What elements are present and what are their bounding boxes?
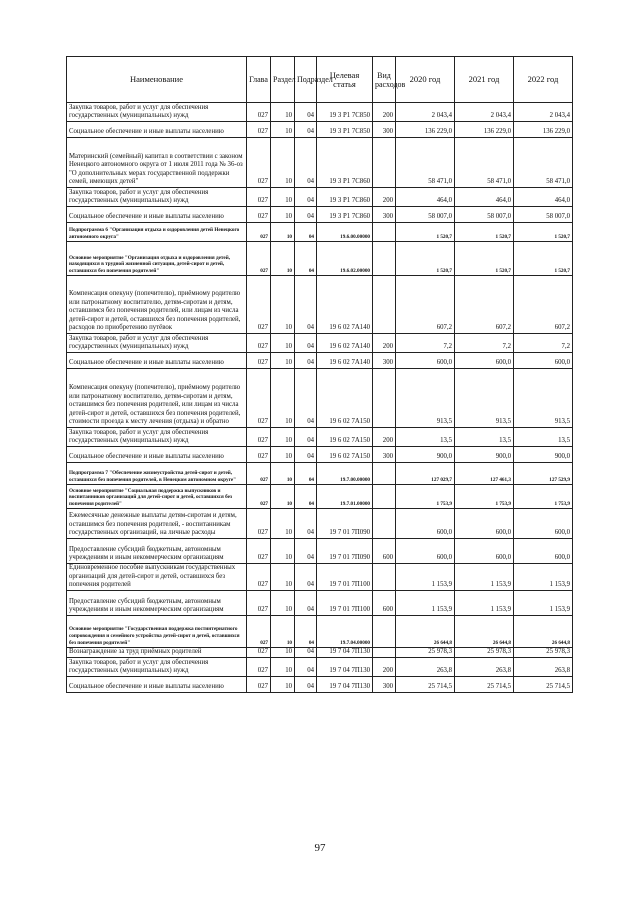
- cell-2021: 464,0: [455, 188, 514, 207]
- cell-article: 19 7 04 7П130: [317, 676, 373, 692]
- cell-article: 19.7.00.00000: [317, 463, 373, 485]
- header-razdel: Раздел: [271, 57, 295, 103]
- cell-2021: 13,5: [455, 428, 514, 447]
- cell-2020: 900,0: [396, 447, 455, 463]
- cell-article: 19.7.04.00000: [317, 615, 373, 647]
- cell-vid: [373, 485, 396, 509]
- header-glava: Глава: [247, 57, 271, 103]
- table-row: [67, 138, 573, 188]
- table-row: [67, 276, 573, 334]
- cell-2020: 7,2: [396, 334, 455, 353]
- cell-article: 19 6 02 7А150: [317, 369, 373, 428]
- cell-podrazdel: 04: [295, 242, 317, 276]
- cell-podrazdel: 04: [295, 122, 317, 138]
- cell-razdel: 10: [271, 188, 295, 207]
- cell-article: 19 7 01 7П090: [317, 509, 373, 539]
- cell-glava: 027: [247, 334, 271, 353]
- cell-article: 19.6.02.00000: [317, 242, 373, 276]
- cell-glava: 027: [247, 103, 271, 122]
- cell-podrazdel: 04: [295, 657, 317, 676]
- cell-2022: 1 520,7: [514, 223, 573, 242]
- table-body: [67, 103, 573, 693]
- cell-article: 19 7 01 7П100: [317, 564, 373, 591]
- cell-2022: 607,2: [514, 276, 573, 334]
- cell-podrazdel: 04: [295, 539, 317, 564]
- cell-name: Закупка товаров, работ и услуг для обеспечения государственных (муниципальных) нужд: [67, 188, 247, 207]
- cell-razdel: 10: [271, 369, 295, 428]
- table-row: [67, 447, 573, 463]
- cell-2022: 263,8: [514, 657, 573, 676]
- cell-2022: 58 471,0: [514, 138, 573, 188]
- cell-2020: 1 520,7: [396, 223, 455, 242]
- cell-2020: 1 153,9: [396, 564, 455, 591]
- table-row: [67, 369, 573, 428]
- cell-2020: 600,0: [396, 353, 455, 369]
- header-2022: 2022 год: [514, 57, 573, 103]
- cell-glava: 027: [247, 447, 271, 463]
- cell-podrazdel: 04: [295, 188, 317, 207]
- cell-razdel: 10: [271, 334, 295, 353]
- cell-2021: 600,0: [455, 509, 514, 539]
- cell-vid: [373, 615, 396, 647]
- cell-name: Подпрограмма 7 "Обеспечение жизнеустройства детей-сирот и детей, оставшихся без попечения родителей, в Ненецком автономном округе": [67, 463, 247, 485]
- cell-2021: 600,0: [455, 353, 514, 369]
- cell-podrazdel: 04: [295, 647, 317, 657]
- cell-podrazdel: 04: [295, 447, 317, 463]
- cell-2022: 600,0: [514, 353, 573, 369]
- cell-2022: 136 229,0: [514, 122, 573, 138]
- cell-glava: 027: [247, 615, 271, 647]
- cell-razdel: 10: [271, 353, 295, 369]
- cell-2020: 58 007,0: [396, 207, 455, 223]
- cell-vid: 600: [373, 590, 396, 615]
- header-2020: 2020 год: [396, 57, 455, 103]
- cell-2020: 464,0: [396, 188, 455, 207]
- cell-glava: 027: [247, 242, 271, 276]
- table-row: [67, 353, 573, 369]
- cell-2021: 58 007,0: [455, 207, 514, 223]
- cell-article: 19 6 02 7А150: [317, 447, 373, 463]
- cell-razdel: 10: [271, 657, 295, 676]
- cell-podrazdel: 04: [295, 509, 317, 539]
- cell-name: Закупка товаров, работ и услуг для обеспечения государственных (муниципальных) нужд: [67, 334, 247, 353]
- cell-razdel: 10: [271, 276, 295, 334]
- header-vid: Вид расходов: [373, 57, 396, 103]
- cell-vid: [373, 223, 396, 242]
- cell-name: Компенсация опекуну (попечителю), приёмному родителю или патронатному воспитателю, детям-сиротам и детям, оставшимся без попечения родителей, или лицам из числа детей-сирот и детей, оставшихся без попечения родителей, стоимости проезда к месту лечения (отдыха) и обратно: [67, 369, 247, 428]
- cell-podrazdel: 04: [295, 103, 317, 122]
- cell-razdel: 10: [271, 509, 295, 539]
- cell-vid: 200: [373, 428, 396, 447]
- cell-2021: 26 644,8: [455, 615, 514, 647]
- cell-article: 19 6 02 7А150: [317, 428, 373, 447]
- table-row: [67, 334, 573, 353]
- cell-podrazdel: 04: [295, 353, 317, 369]
- cell-2021: 1 153,9: [455, 564, 514, 591]
- cell-glava: 027: [247, 564, 271, 591]
- cell-razdel: 10: [271, 590, 295, 615]
- cell-2022: 2 043,4: [514, 103, 573, 122]
- cell-2022: 600,0: [514, 539, 573, 564]
- header-2021: 2021 год: [455, 57, 514, 103]
- table-row: [67, 122, 573, 138]
- cell-article: 19.6.00.00000: [317, 223, 373, 242]
- cell-vid: [373, 509, 396, 539]
- cell-2022: 1 520,7: [514, 242, 573, 276]
- table-row: [67, 223, 573, 242]
- cell-2021: 2 043,4: [455, 103, 514, 122]
- cell-article: 19 6 02 7А140: [317, 276, 373, 334]
- cell-2020: 127 029,7: [396, 463, 455, 485]
- header-row: [67, 57, 573, 103]
- cell-glava: 027: [247, 539, 271, 564]
- cell-podrazdel: 04: [295, 369, 317, 428]
- cell-glava: 027: [247, 463, 271, 485]
- cell-podrazdel: 04: [295, 428, 317, 447]
- cell-glava: 027: [247, 122, 271, 138]
- cell-2020: 263,8: [396, 657, 455, 676]
- cell-2021: 1 520,7: [455, 242, 514, 276]
- cell-razdel: 10: [271, 242, 295, 276]
- cell-article: 19 7 04 7П130: [317, 647, 373, 657]
- cell-name: Социальное обеспечение и иные выплаты населению: [67, 122, 247, 138]
- cell-2020: 1 520,7: [396, 242, 455, 276]
- cell-name: Материнский (семейный) капитал в соответствии с законом Ненецкого автономного округа от 1 июля 2011 года № 36-оз "О дополнительных мерах государственной поддержки семей, имеющих детей": [67, 138, 247, 188]
- cell-article: 19 3 P1 7C860: [317, 207, 373, 223]
- table-row: [67, 509, 573, 539]
- cell-article: 19 3 P1 7C860: [317, 138, 373, 188]
- cell-2021: 1 753,9: [455, 485, 514, 509]
- table-row: [67, 463, 573, 485]
- cell-name: Основное мероприятие "Социальная поддержка выпускников и воспитанников организаций для детей-сирот и детей, оставшихся без попечения родителей": [67, 485, 247, 509]
- cell-razdel: 10: [271, 539, 295, 564]
- cell-2020: 600,0: [396, 539, 455, 564]
- cell-2022: 25 714,5: [514, 676, 573, 692]
- cell-vid: [373, 647, 396, 657]
- cell-glava: 027: [247, 657, 271, 676]
- table-row: [67, 615, 573, 647]
- cell-name: Социальное обеспечение и иные выплаты населению: [67, 447, 247, 463]
- cell-2022: 1 753,9: [514, 485, 573, 509]
- cell-name: Основное мероприятие "Организация отдыха и оздоровления детей, находящихся в трудной жизненной ситуации, детей-сирот и детей, оставшихся без попечения родителей": [67, 242, 247, 276]
- table-row: [67, 428, 573, 447]
- cell-2021: 58 471,0: [455, 138, 514, 188]
- cell-2020: 25 714,5: [396, 676, 455, 692]
- cell-2021: 263,8: [455, 657, 514, 676]
- cell-vid: 600: [373, 539, 396, 564]
- cell-glava: 027: [247, 590, 271, 615]
- cell-razdel: 10: [271, 676, 295, 692]
- cell-vid: 300: [373, 676, 396, 692]
- cell-glava: 027: [247, 647, 271, 657]
- cell-name: Ежемесячные денежные выплаты детям-сиротам и детям, оставшимся без попечения родителей, - воспитанникам государственных организаций, на личные расходы: [67, 509, 247, 539]
- cell-2021: 1 153,9: [455, 590, 514, 615]
- cell-vid: 300: [373, 353, 396, 369]
- cell-2022: 913,5: [514, 369, 573, 428]
- cell-2020: 2 043,4: [396, 103, 455, 122]
- cell-2020: 1 753,9: [396, 485, 455, 509]
- cell-vid: 200: [373, 188, 396, 207]
- table-row: [67, 485, 573, 509]
- cell-2021: 607,2: [455, 276, 514, 334]
- table-row: [67, 188, 573, 207]
- cell-razdel: 10: [271, 103, 295, 122]
- cell-name: Закупка товаров, работ и услуг для обеспечения государственных (муниципальных) нужд: [67, 428, 247, 447]
- cell-name: Предоставление субсидий бюджетным, автономным учреждениям и иным некоммерческим организациям: [67, 539, 247, 564]
- cell-article: 19 6 02 7А140: [317, 334, 373, 353]
- cell-2022: 58 007,0: [514, 207, 573, 223]
- cell-vid: 300: [373, 207, 396, 223]
- cell-podrazdel: 04: [295, 223, 317, 242]
- cell-razdel: 10: [271, 122, 295, 138]
- cell-glava: 027: [247, 509, 271, 539]
- cell-vid: [373, 276, 396, 334]
- table-row: [67, 647, 573, 657]
- cell-podrazdel: 04: [295, 485, 317, 509]
- cell-article: 19 7 01 7П100: [317, 590, 373, 615]
- cell-name: Вознаграждение за труд приёмных родителей: [67, 647, 247, 657]
- cell-article: 19 7 04 7П130: [317, 657, 373, 676]
- cell-article: 19 3 P1 7C850: [317, 122, 373, 138]
- cell-glava: 027: [247, 138, 271, 188]
- cell-name: Подпрограмма 6 "Организация отдыха и оздоровления детей Ненецкого автономного округа": [67, 223, 247, 242]
- table-row: [67, 539, 573, 564]
- cell-vid: 300: [373, 447, 396, 463]
- cell-vid: [373, 138, 396, 188]
- cell-vid: 200: [373, 334, 396, 353]
- cell-name: Компенсация опекуну (попечителю), приёмному родителю или патронатному воспитателю, детям-сиротам и детям, оставшимся без попечения родителей, или лицам из числа детей-сирот и детей, оставшихся без попечения родителей, расходов по приобретению путёвок: [67, 276, 247, 334]
- table-row: [67, 207, 573, 223]
- cell-glava: 027: [247, 485, 271, 509]
- cell-podrazdel: 04: [295, 334, 317, 353]
- cell-name: Социальное обеспечение и иные выплаты населению: [67, 207, 247, 223]
- cell-2020: 1 153,9: [396, 590, 455, 615]
- cell-razdel: 10: [271, 207, 295, 223]
- cell-razdel: 10: [271, 223, 295, 242]
- cell-2020: 25 978,3: [396, 647, 455, 657]
- cell-vid: 200: [373, 657, 396, 676]
- cell-vid: [373, 369, 396, 428]
- cell-razdel: 10: [271, 564, 295, 591]
- cell-razdel: 10: [271, 447, 295, 463]
- cell-article: 19 7 01 7П090: [317, 539, 373, 564]
- cell-glava: 027: [247, 428, 271, 447]
- cell-2020: 600,0: [396, 509, 455, 539]
- cell-2021: 600,0: [455, 539, 514, 564]
- page-number: 97: [314, 842, 326, 854]
- cell-2021: 25 714,5: [455, 676, 514, 692]
- cell-2022: 1 153,9: [514, 590, 573, 615]
- table-row: [67, 657, 573, 676]
- cell-glava: 027: [247, 188, 271, 207]
- cell-2020: 13,5: [396, 428, 455, 447]
- cell-article: 19.7.01.00000: [317, 485, 373, 509]
- table-row: [67, 103, 573, 122]
- table-row: [67, 676, 573, 692]
- cell-razdel: 10: [271, 428, 295, 447]
- cell-2022: 7,2: [514, 334, 573, 353]
- cell-razdel: 10: [271, 647, 295, 657]
- cell-2022: 600,0: [514, 509, 573, 539]
- cell-2020: 607,2: [396, 276, 455, 334]
- cell-2021: 25 978,3: [455, 647, 514, 657]
- cell-2022: 26 644,8: [514, 615, 573, 647]
- cell-name: Закупка товаров, работ и услуг для обеспечения государственных (муниципальных) нужд: [67, 103, 247, 122]
- cell-2022: 900,0: [514, 447, 573, 463]
- header-article: Целевая статья: [317, 57, 373, 103]
- cell-podrazdel: 04: [295, 138, 317, 188]
- cell-2020: 136 229,0: [396, 122, 455, 138]
- cell-podrazdel: 04: [295, 590, 317, 615]
- cell-article: 19 6 02 7А140: [317, 353, 373, 369]
- table-row: [67, 242, 573, 276]
- cell-2022: 1 153,9: [514, 564, 573, 591]
- cell-2021: 127 461,3: [455, 463, 514, 485]
- cell-glava: 027: [247, 353, 271, 369]
- cell-name: Основное мероприятие "Государственная поддержка постинтернатного сопровождения и семейного устройства детей-сирот и детей, оставшихся без попечения родителей": [67, 615, 247, 647]
- cell-2020: 26 644,8: [396, 615, 455, 647]
- cell-glava: 027: [247, 276, 271, 334]
- cell-article: 19 3 P1 7C860: [317, 188, 373, 207]
- cell-podrazdel: 04: [295, 615, 317, 647]
- cell-name: Социальное обеспечение и иные выплаты населению: [67, 676, 247, 692]
- cell-glava: 027: [247, 207, 271, 223]
- cell-2020: 58 471,0: [396, 138, 455, 188]
- cell-vid: 300: [373, 122, 396, 138]
- budget-table: [66, 56, 573, 693]
- cell-podrazdel: 04: [295, 676, 317, 692]
- cell-vid: [373, 463, 396, 485]
- cell-2020: 913,5: [396, 369, 455, 428]
- table-row: [67, 564, 573, 591]
- cell-podrazdel: 04: [295, 276, 317, 334]
- cell-2021: 1 520,7: [455, 223, 514, 242]
- cell-podrazdel: 04: [295, 564, 317, 591]
- cell-name: Предоставление субсидий бюджетным, автономным учреждениям и иным некоммерческим организациям: [67, 590, 247, 615]
- cell-razdel: 10: [271, 615, 295, 647]
- cell-2021: 7,2: [455, 334, 514, 353]
- cell-vid: [373, 242, 396, 276]
- cell-2022: 127 529,9: [514, 463, 573, 485]
- cell-glava: 027: [247, 676, 271, 692]
- cell-2021: 900,0: [455, 447, 514, 463]
- cell-2022: 13,5: [514, 428, 573, 447]
- cell-podrazdel: 04: [295, 463, 317, 485]
- cell-name: Социальное обеспечение и иные выплаты населению: [67, 353, 247, 369]
- header-name: Наименование: [67, 57, 247, 103]
- cell-2022: 464,0: [514, 188, 573, 207]
- cell-name: Единовременное пособие выпускникам государственных организаций для детей-сирот и детей, оставшихся без попечения родителей: [67, 564, 247, 591]
- cell-razdel: 10: [271, 485, 295, 509]
- cell-vid: 200: [373, 103, 396, 122]
- cell-vid: [373, 564, 396, 591]
- cell-article: 19 3 P1 7C850: [317, 103, 373, 122]
- cell-glava: 027: [247, 223, 271, 242]
- cell-glava: 027: [247, 369, 271, 428]
- cell-2021: 136 229,0: [455, 122, 514, 138]
- cell-razdel: 10: [271, 138, 295, 188]
- cell-podrazdel: 04: [295, 207, 317, 223]
- table-row: [67, 590, 573, 615]
- cell-2021: 913,5: [455, 369, 514, 428]
- cell-name: Закупка товаров, работ и услуг для обеспечения государственных (муниципальных) нужд: [67, 657, 247, 676]
- header-podrazdel: Подраздел: [295, 57, 317, 103]
- cell-razdel: 10: [271, 463, 295, 485]
- cell-2022: 25 978,3: [514, 647, 573, 657]
